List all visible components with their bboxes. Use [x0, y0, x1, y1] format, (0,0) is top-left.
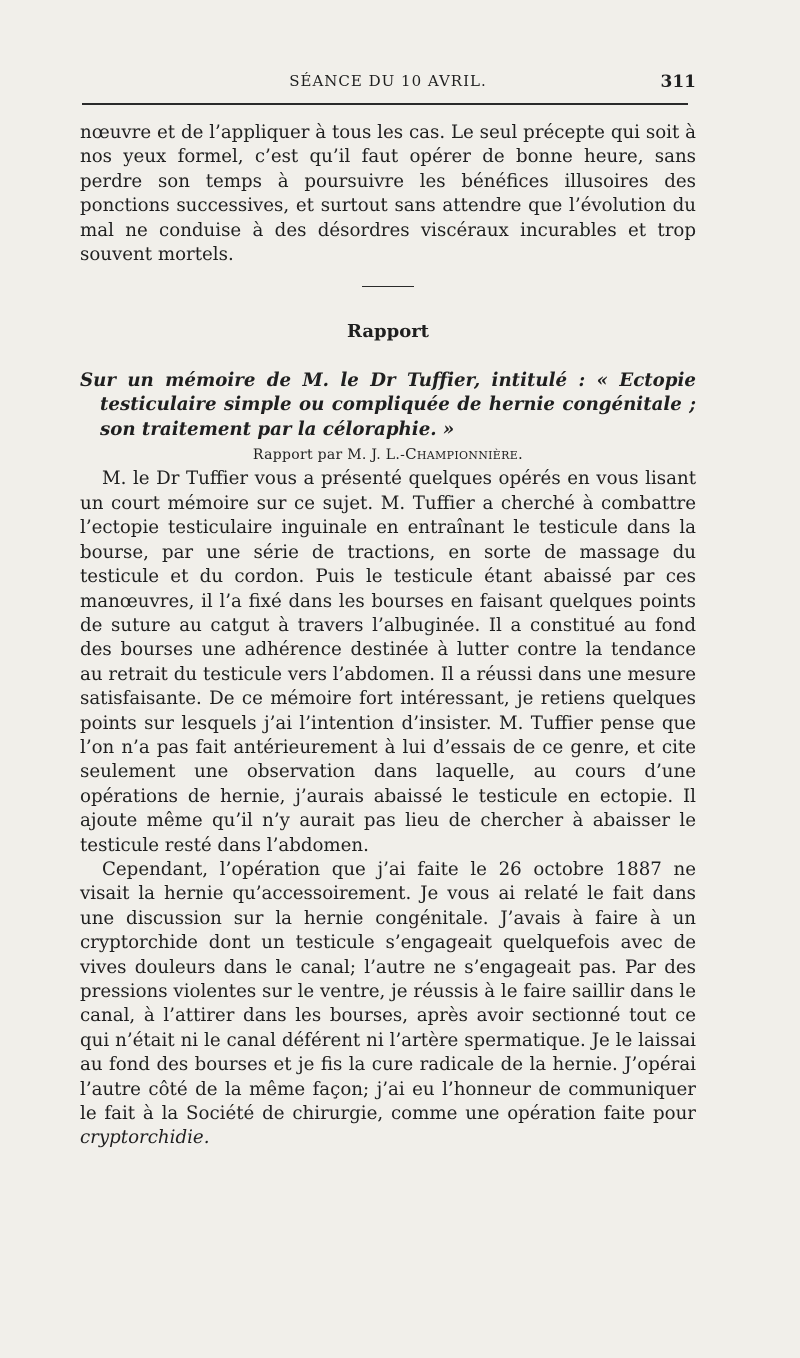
header-rule: [82, 103, 688, 105]
section-title: Rapport: [346, 321, 429, 343]
page-header: [80, 72, 696, 98]
running-head: SÉANCE DU 10 AVRIL.: [289, 72, 487, 90]
reporter-line: [80, 442, 696, 467]
paragraph-2-text: Cependant, l’opération que j’ai faite le 26 octobre 1887 ne visait la hernie qu’accessoirement. Je vous ai relaté le fait dans une discussion sur la hernie congénitale. J’avais à faire à un cryptorchide dont un testicule s’engageait quelquefois avec de vives douleurs dans le canal; l’autre ne s’engageait pas. Par des pressions violentes sur le ventre, je réussis à le faire saillir dans le canal, à l’attirer dans les bourses, après avoir sectionné tout ce qui n’était ni le canal déférent ni l’artère spermatique. Je le laissai au fond des bourses et je fis la cure radicale de la hernie. J’opérai l’autre côté de la même façon; j’ai eu l’honneur de communiquer le fait à la Société de chirurgie, comme une opération faite pour: [80, 858, 696, 1125]
body-text: [80, 121, 696, 1151]
memoir-title: Sur un mémoire de M. le Dr Tuffier, intitulé : « Ectopie testiculaire simple ou compliquée de hernie congénitale ; son traitement par la céloraphie. »: [80, 369, 696, 440]
paragraph-1: M. le Dr Tuffier vous a présenté quelques opérés en vous lisant un court mémoire sur ce sujet. M. Tuffier a cherché à combattre l’ectopie testiculaire inguinale en entraînant le testicule dans la bourse, par une série de tractions, en sorte de massage du testicule et du cordon. Puis le testicule étant abaissé par ces manœuvres, il l’a fixé dans les bourses en faisant quelques points de suture au catgut à travers l’albuginée. Il a constitué au fond des bourses une adhérence destinée à lutter contre la tendance au retrait du testicule vers l’abdomen. Il a réussi dans une mesure satisfaisante. De ce mémoire fort intéressant, je retiens quelques points sur lesquels j’ai l’intention d’insister. M. Tuffier pense que l’on n’a pas fait antérieurement à lui d’essais de ce genre, et cite seulement une observation dans laquelle, au cours d’une opérations de hernie, j’aurais abaissé le testicule en ectopie. Il ajoute même qu’il n’y aurait pas lieu de chercher à abaisser le testicule resté dans l’abdomen.: [80, 468, 696, 856]
reporter-name: Championnière.: [405, 445, 524, 464]
separator-rule: [362, 286, 414, 287]
page-number: 311: [660, 72, 696, 92]
paragraph-2: [80, 858, 696, 1151]
last-word: cryptorchidie.: [80, 1127, 210, 1149]
reporter-prefix: Rapport par M. J. L.-: [252, 447, 406, 464]
continuation-paragraph: nœuvre et de l’appliquer à tous les cas. Le seul précepte qui soit à nos yeux formel, c’est qu’il faut opérer de bonne heure, sans perdre son temps à poursuivre les bénéfices illusoires des ponctions successives, et surtout sans attendre que l’évolution du mal ne conduise à des désordres viscéraux incurables et trop souvent mortels.: [80, 122, 696, 266]
